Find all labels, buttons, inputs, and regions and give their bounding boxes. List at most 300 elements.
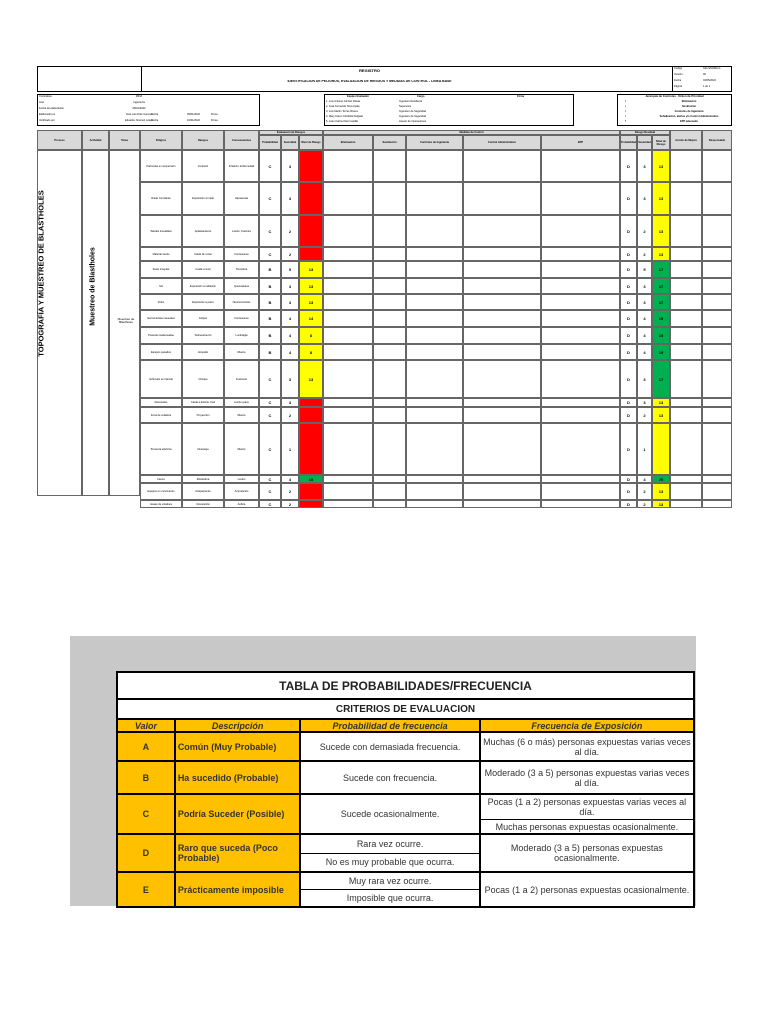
eliminacion-cell bbox=[323, 360, 373, 398]
ingenieria-cell bbox=[406, 407, 463, 423]
epp-cell bbox=[541, 500, 620, 508]
epp-cell bbox=[541, 310, 620, 327]
responsable-cell bbox=[702, 500, 732, 508]
nivel-riesgo-cell: 8 bbox=[299, 327, 323, 344]
riesgo-cell: Caída a distinto nivel bbox=[182, 398, 224, 407]
peligro-cell: Zona de voladura bbox=[140, 407, 182, 423]
exposure-frequency-text: Muchas personas expuestas ocasionalmente. bbox=[481, 819, 693, 834]
nivel-riesgo-cell: 8 bbox=[299, 344, 323, 360]
nivel-riesgo-cell bbox=[299, 150, 323, 182]
column-header: Nivel de Riesgo bbox=[299, 135, 323, 150]
eliminacion-cell bbox=[323, 278, 373, 294]
column-header: EPP bbox=[541, 135, 620, 150]
info-label: Fecha de elaboración bbox=[39, 107, 64, 110]
column-header: Tarea bbox=[109, 130, 140, 150]
document-title: REGISTRO bbox=[359, 69, 380, 73]
probabilidad-residual-cell: D bbox=[620, 423, 637, 475]
ingenieria-cell bbox=[406, 294, 463, 310]
sustitucion-cell bbox=[373, 278, 406, 294]
severidad-cell: 3 bbox=[281, 398, 299, 407]
probabilidad-residual-cell: D bbox=[620, 215, 637, 247]
responsable-cell bbox=[702, 344, 732, 360]
ingenieria-cell bbox=[406, 247, 463, 261]
probabilidad-cell: B bbox=[259, 327, 281, 344]
info-fecha-label: Fecha bbox=[151, 113, 159, 116]
riesgo-cell: Exposición a radiación bbox=[182, 278, 224, 294]
column-header: Responsable bbox=[702, 130, 732, 150]
eliminacion-cell bbox=[323, 327, 373, 344]
ingenieria-cell bbox=[406, 150, 463, 182]
eliminacion-cell bbox=[323, 294, 373, 310]
consecuencia-cell: Muerte bbox=[224, 407, 259, 423]
control-number: 4 bbox=[625, 115, 627, 118]
nivel-residual-cell: 19 bbox=[652, 310, 670, 327]
control-number: 2 bbox=[625, 105, 627, 108]
sustitucion-cell bbox=[373, 294, 406, 310]
responsable-cell bbox=[702, 475, 732, 483]
info-firma-label: Firma bbox=[211, 113, 218, 116]
severidad-residual-cell: 5 bbox=[637, 261, 652, 278]
probability-table-body bbox=[117, 732, 694, 907]
sustitucion-cell bbox=[373, 500, 406, 508]
sustitucion-cell bbox=[373, 327, 406, 344]
peligro-cell: Tormenta eléctrica bbox=[140, 423, 182, 475]
eliminacion-cell bbox=[323, 423, 373, 475]
epp-cell bbox=[541, 278, 620, 294]
accion-mejora-cell bbox=[670, 150, 702, 182]
team-header: Equipo Evaluador bbox=[347, 95, 370, 98]
responsable-cell bbox=[702, 247, 732, 261]
eliminacion-cell bbox=[323, 500, 373, 508]
ingenieria-cell bbox=[406, 182, 463, 215]
consecuencia-cell: Lesión, Fractura bbox=[224, 215, 259, 247]
administrativo-cell bbox=[463, 500, 541, 508]
nivel-riesgo-cell: 14 bbox=[299, 310, 323, 327]
epp-cell bbox=[541, 360, 620, 398]
severidad-residual-cell: 2 bbox=[637, 500, 652, 508]
severidad-residual-cell: 3 bbox=[637, 398, 652, 407]
process-label: TOPOGRAFÍA Y MUESTREO DE BLASTHOLES bbox=[36, 190, 46, 357]
info-value: José Luis Díaz Coronel bbox=[125, 113, 153, 116]
probabilidad-cell: B bbox=[259, 261, 281, 278]
probability-description: Raro que suceda (Poco Probable) bbox=[175, 834, 301, 872]
consecuencia-cell: Amputación bbox=[224, 483, 259, 500]
meta-label: Código bbox=[674, 67, 683, 70]
consecuencia-cell: Lesión bbox=[224, 475, 259, 483]
ingenieria-cell bbox=[406, 344, 463, 360]
eliminacion-cell bbox=[323, 398, 373, 407]
severidad-cell: 5 bbox=[281, 261, 299, 278]
group-medidas: Medidas de Control bbox=[323, 130, 620, 135]
administrativo-cell bbox=[463, 423, 541, 475]
severidad-residual-cell: 2 bbox=[637, 215, 652, 247]
sustitucion-cell bbox=[373, 344, 406, 360]
consecuencia-cell: Lesión grave bbox=[224, 398, 259, 407]
severidad-residual-cell: 2 bbox=[637, 247, 652, 261]
ingenieria-cell bbox=[406, 261, 463, 278]
nivel-residual-cell: 13 bbox=[652, 215, 670, 247]
probabilidad-cell: C bbox=[259, 247, 281, 261]
peligro-cell: Suelo irregular bbox=[140, 261, 182, 278]
eliminacion-cell bbox=[323, 310, 373, 327]
accion-mejora-cell bbox=[670, 261, 702, 278]
ingenieria-cell bbox=[406, 215, 463, 247]
team-member-name: 2. José Fernando Tena Ayala bbox=[326, 105, 360, 108]
nivel-riesgo-cell bbox=[299, 423, 323, 475]
nivel-riesgo-cell: 18 bbox=[299, 475, 323, 483]
eliminacion-cell bbox=[323, 407, 373, 423]
nivel-residual-cell: 13 bbox=[652, 247, 670, 261]
responsable-cell bbox=[702, 398, 732, 407]
info-value: Eduardo Jiménez López bbox=[125, 119, 153, 122]
team-header: Firma bbox=[517, 95, 525, 98]
eliminacion-cell bbox=[323, 150, 373, 182]
control-name: EPP adecuado bbox=[680, 120, 698, 123]
probability-value: E bbox=[117, 872, 175, 907]
column-header: Acción de Mejora bbox=[670, 130, 702, 150]
administrativo-cell bbox=[463, 215, 541, 247]
probabilidad-residual-cell: D bbox=[620, 294, 637, 310]
activity-label: Muestreo de Blastholes bbox=[89, 247, 97, 326]
info-fecha-value: 10/01/2022 bbox=[187, 119, 200, 122]
riesgo-cell: Caída de rocas bbox=[182, 247, 224, 261]
nivel-riesgo-cell bbox=[299, 215, 323, 247]
accion-mejora-cell bbox=[670, 327, 702, 344]
sustitucion-cell bbox=[373, 398, 406, 407]
peligro-cell: Posturas inadecuadas bbox=[140, 327, 182, 344]
ingenieria-cell bbox=[406, 483, 463, 500]
severidad-cell: 2 bbox=[281, 500, 299, 508]
consecuencia-cell: Quemaduras bbox=[224, 278, 259, 294]
nivel-riesgo-cell bbox=[299, 398, 323, 407]
probabilidad-cell: C bbox=[259, 423, 281, 475]
ingenieria-cell bbox=[406, 310, 463, 327]
responsable-cell bbox=[702, 215, 732, 247]
administrativo-cell bbox=[463, 483, 541, 500]
column-header: Actividad bbox=[82, 130, 109, 150]
iper-sheet bbox=[36, 66, 732, 507]
meta-value: 00 bbox=[703, 73, 706, 76]
administrativo-cell bbox=[463, 294, 541, 310]
column-header: Sustitución bbox=[373, 135, 406, 150]
epp-cell bbox=[541, 182, 620, 215]
probabilidad-residual-cell: D bbox=[620, 247, 637, 261]
riesgo-cell: Aplastamiento bbox=[182, 215, 224, 247]
probabilidad-residual-cell: D bbox=[620, 310, 637, 327]
header-descripcion: Descripción bbox=[175, 719, 301, 732]
riesgo-cell: Exposición al ruido bbox=[182, 182, 224, 215]
meta-label: Versión bbox=[674, 73, 683, 76]
team-member-role: Ingeniero de Seguridad bbox=[399, 110, 426, 113]
administrativo-cell bbox=[463, 398, 541, 407]
administrativo-cell bbox=[463, 407, 541, 423]
riesgo-cell: Proyección bbox=[182, 407, 224, 423]
consecuencia-cell: Muerte bbox=[224, 344, 259, 360]
group-residual: Riesgo Residual bbox=[620, 130, 670, 135]
sustitucion-cell bbox=[373, 407, 406, 423]
severidad-cell: 4 bbox=[281, 310, 299, 327]
exposure-frequency-text: Pocas (1 a 2) personas expuestas ocasionalmente. bbox=[484, 884, 690, 895]
accion-mejora-cell bbox=[670, 294, 702, 310]
riesgo-cell: Sobreesfuerzo bbox=[182, 327, 224, 344]
exposure-frequency bbox=[480, 872, 694, 907]
epp-cell bbox=[541, 407, 620, 423]
peligro-cell: Desniveles bbox=[140, 398, 182, 407]
exposure-frequency bbox=[480, 794, 694, 834]
sustitucion-cell bbox=[373, 475, 406, 483]
administrativo-cell bbox=[463, 182, 541, 215]
team-block bbox=[324, 94, 574, 126]
peligro-cell: Herramientas manuales bbox=[140, 310, 182, 327]
column-header: Nivel de Riesgo bbox=[652, 135, 670, 150]
probability-frequency-text: No es muy probable que ocurra. bbox=[301, 853, 478, 872]
consecuencia-cell: Muerte bbox=[224, 423, 259, 475]
severidad-residual-cell: 3 bbox=[637, 278, 652, 294]
exposure-frequency bbox=[480, 834, 694, 872]
team-member-role: Supervisor bbox=[399, 105, 412, 108]
accion-mejora-cell bbox=[670, 278, 702, 294]
sustitucion-cell bbox=[373, 215, 406, 247]
severidad-residual-cell: 1 bbox=[637, 423, 652, 475]
riesgo-cell: Mordedura bbox=[182, 475, 224, 483]
responsable-cell bbox=[702, 261, 732, 278]
probability-frequency-text: Rara vez ocurre. bbox=[356, 838, 424, 849]
header-valor: Valor bbox=[117, 719, 175, 732]
ingenieria-cell bbox=[406, 278, 463, 294]
nivel-riesgo-cell bbox=[299, 247, 323, 261]
info-label: Área bbox=[39, 101, 45, 104]
riesgo-cell: Golpes bbox=[182, 310, 224, 327]
probability-value: B bbox=[117, 761, 175, 794]
severidad-residual-cell: 3 bbox=[637, 294, 652, 310]
ingenieria-cell bbox=[406, 423, 463, 475]
probability-description: Prácticamente imposible bbox=[175, 872, 301, 907]
column-header: Riesgos bbox=[182, 130, 224, 150]
epp-cell bbox=[541, 327, 620, 344]
meta-value: SIG-SSOMA-F- bbox=[703, 67, 722, 70]
meta-value: 02/05/2022 bbox=[703, 79, 716, 82]
nivel-residual-cell: 17 bbox=[652, 261, 670, 278]
probability-frequency-text: Sucede con frecuencia. bbox=[343, 772, 438, 783]
control-number: 5 bbox=[625, 120, 627, 123]
meta-label: Página bbox=[674, 85, 683, 88]
sustitucion-cell bbox=[373, 483, 406, 500]
responsable-cell bbox=[702, 483, 732, 500]
control-number: 1 bbox=[625, 100, 627, 103]
epp-cell bbox=[541, 261, 620, 278]
nivel-residual-cell: 19 bbox=[652, 344, 670, 360]
probability-value: D bbox=[117, 834, 175, 872]
probability-description: Ha sucedido (Probable) bbox=[175, 761, 301, 794]
column-header: Eliminación bbox=[323, 135, 373, 150]
accion-mejora-cell bbox=[670, 344, 702, 360]
nivel-residual-cell: 13 bbox=[652, 398, 670, 407]
administrativo-cell bbox=[463, 344, 541, 360]
nivel-riesgo-cell: 13 bbox=[299, 261, 323, 278]
accion-mejora-cell bbox=[670, 247, 702, 261]
responsable-cell bbox=[702, 423, 732, 475]
eliminacion-cell bbox=[323, 261, 373, 278]
ingenieria-cell bbox=[406, 327, 463, 344]
probability-value: A bbox=[117, 732, 175, 761]
exposure-frequency-text: Pocas (1 a 2) personas expuestas varias veces al día. bbox=[487, 796, 687, 817]
info-value: MINA bbox=[135, 95, 143, 98]
probabilidad-residual-cell: D bbox=[620, 407, 637, 423]
task-label: Muestreo de Blastholes bbox=[117, 318, 135, 325]
eliminacion-cell bbox=[323, 475, 373, 483]
nivel-residual-cell: 20 bbox=[652, 475, 670, 483]
nivel-residual-cell: 13 bbox=[652, 483, 670, 500]
accion-mejora-cell bbox=[670, 182, 702, 215]
severidad-cell: 2 bbox=[281, 247, 299, 261]
severidad-cell: 2 bbox=[281, 215, 299, 247]
team-member-role: Ingeniero de Seguridad bbox=[399, 115, 426, 118]
exposure-frequency-text: Muchas (6 o más) personas expuestas varias veces al día. bbox=[483, 736, 691, 757]
peligro-cell: Polvo bbox=[140, 294, 182, 310]
nivel-riesgo-cell bbox=[299, 500, 323, 508]
info-label: Elaborado por bbox=[39, 113, 56, 116]
administrativo-cell bbox=[463, 261, 541, 278]
severidad-cell: 3 bbox=[281, 360, 299, 398]
eliminacion-cell bbox=[323, 483, 373, 500]
severidad-residual-cell: 3 bbox=[637, 360, 652, 398]
probability-frequency bbox=[300, 872, 479, 907]
epp-cell bbox=[541, 475, 620, 483]
column-header: Severidad bbox=[637, 135, 652, 150]
nivel-residual-cell: 13 bbox=[652, 407, 670, 423]
probabilidad-cell: B bbox=[259, 310, 281, 327]
consecuencia-cell: Hipoacusia bbox=[224, 182, 259, 215]
probabilidad-cell: B bbox=[259, 278, 281, 294]
responsable-cell bbox=[702, 360, 732, 398]
column-header: Controles de Ingeniería bbox=[406, 135, 463, 150]
responsable-cell bbox=[702, 294, 732, 310]
probabilidad-cell: C bbox=[259, 483, 281, 500]
severidad-cell: 2 bbox=[281, 407, 299, 423]
info-firma-label: Firma bbox=[211, 119, 218, 122]
ingenieria-cell bbox=[406, 475, 463, 483]
group-evaluacion: Evaluación de Riesgos bbox=[259, 130, 323, 135]
accion-mejora-cell bbox=[670, 398, 702, 407]
epp-cell bbox=[541, 150, 620, 182]
probabilidad-residual-cell: D bbox=[620, 500, 637, 508]
probability-row bbox=[117, 794, 694, 834]
severidad-residual-cell: 4 bbox=[637, 475, 652, 483]
probability-frequency-text: Sucede ocasionalmente. bbox=[340, 809, 440, 819]
consecuencia-cell: Neumoconiosis bbox=[224, 294, 259, 310]
control-name: Sustitución bbox=[681, 105, 697, 108]
consecuencia-cell: Torcedura bbox=[224, 261, 259, 278]
probability-frequency bbox=[300, 732, 479, 761]
consecuencia-cell: Asfixia bbox=[224, 500, 259, 508]
administrativo-cell bbox=[463, 150, 541, 182]
accion-mejora-cell bbox=[670, 407, 702, 423]
probability-table-subtitle: CRITERIOS DE EVALUACION bbox=[117, 699, 694, 719]
probabilidad-cell: C bbox=[259, 360, 281, 398]
meta-value: 1 de 1 bbox=[703, 85, 711, 88]
eliminacion-cell bbox=[323, 215, 373, 247]
responsable-cell bbox=[702, 407, 732, 423]
nivel-riesgo-cell bbox=[299, 182, 323, 215]
eliminacion-cell bbox=[323, 344, 373, 360]
probability-row bbox=[117, 834, 694, 872]
peligro-cell: Material suelto bbox=[140, 247, 182, 261]
probabilidad-cell: C bbox=[259, 407, 281, 423]
probabilidad-residual-cell: D bbox=[620, 261, 637, 278]
riesgo-cell: Contacto bbox=[182, 150, 224, 182]
peligro-cell: Fauna bbox=[140, 475, 182, 483]
probabilidad-cell: C bbox=[259, 475, 281, 483]
accion-mejora-cell bbox=[670, 483, 702, 500]
epp-cell bbox=[541, 483, 620, 500]
probability-frequency bbox=[300, 794, 479, 834]
accion-mejora-cell bbox=[670, 423, 702, 475]
epp-cell bbox=[541, 344, 620, 360]
consecuencia-cell: Lumbalgia bbox=[224, 327, 259, 344]
info-value: Ingeniería bbox=[133, 101, 145, 104]
probability-frequency bbox=[300, 834, 479, 872]
ingenieria-cell bbox=[406, 360, 463, 398]
column-header: Control Administrativo bbox=[463, 135, 541, 150]
responsable-cell bbox=[702, 150, 732, 182]
severidad-cell: 3 bbox=[281, 294, 299, 310]
severidad-residual-cell: 4 bbox=[637, 344, 652, 360]
epp-cell bbox=[541, 294, 620, 310]
severidad-cell: 3 bbox=[281, 150, 299, 182]
probability-row bbox=[117, 761, 694, 794]
column-header: Consecuencias bbox=[224, 130, 259, 150]
nivel-riesgo-cell bbox=[299, 407, 323, 423]
administrativo-cell bbox=[463, 278, 541, 294]
responsable-cell bbox=[702, 327, 732, 344]
probabilidad-residual-cell: D bbox=[620, 398, 637, 407]
administrativo-cell bbox=[463, 360, 541, 398]
team-member-name: 3. Luis Martín Torres Rivera bbox=[326, 110, 358, 113]
nivel-residual-cell bbox=[652, 423, 670, 475]
administrativo-cell bbox=[463, 475, 541, 483]
header-probabilidad: Probabilidad de frecuencia bbox=[300, 719, 479, 732]
riesgo-cell: Caída a nivel bbox=[182, 261, 224, 278]
info-value: 05/01/2022 bbox=[132, 107, 146, 110]
probabilidad-cell: B bbox=[259, 344, 281, 360]
eliminacion-cell bbox=[323, 247, 373, 261]
severidad-residual-cell: 2 bbox=[637, 483, 652, 500]
control-number: 3 bbox=[625, 110, 627, 113]
accion-mejora-cell bbox=[670, 360, 702, 398]
nivel-riesgo-cell: 13 bbox=[299, 278, 323, 294]
column-header: Probabilidad bbox=[259, 135, 281, 150]
epp-cell bbox=[541, 215, 620, 247]
probabilidad-residual-cell: D bbox=[620, 360, 637, 398]
team-member-role: Ingeniero Residente bbox=[399, 100, 423, 103]
riesgo-cell: Descarga bbox=[182, 423, 224, 475]
nivel-residual-cell: 13 bbox=[652, 150, 670, 182]
probabilidad-residual-cell: D bbox=[620, 278, 637, 294]
severidad-cell: 4 bbox=[281, 475, 299, 483]
consecuencia-cell: Contusiones bbox=[224, 247, 259, 261]
control-name: Controles de Ingeniería bbox=[674, 110, 704, 113]
info-fecha-value: 05/01/2022 bbox=[187, 113, 200, 116]
consecuencia-cell: Contusiones bbox=[224, 310, 259, 327]
peligro-cell: Vehículos en tránsito bbox=[140, 360, 182, 398]
probability-frequency-text: Imposible que ocurra. bbox=[301, 889, 478, 906]
accion-mejora-cell bbox=[670, 310, 702, 327]
sustitucion-cell bbox=[373, 423, 406, 475]
peligro-cell: Ruido Constante bbox=[140, 182, 182, 215]
probabilidad-cell: C bbox=[259, 215, 281, 247]
responsable-cell bbox=[702, 310, 732, 327]
sustitucion-cell bbox=[373, 310, 406, 327]
